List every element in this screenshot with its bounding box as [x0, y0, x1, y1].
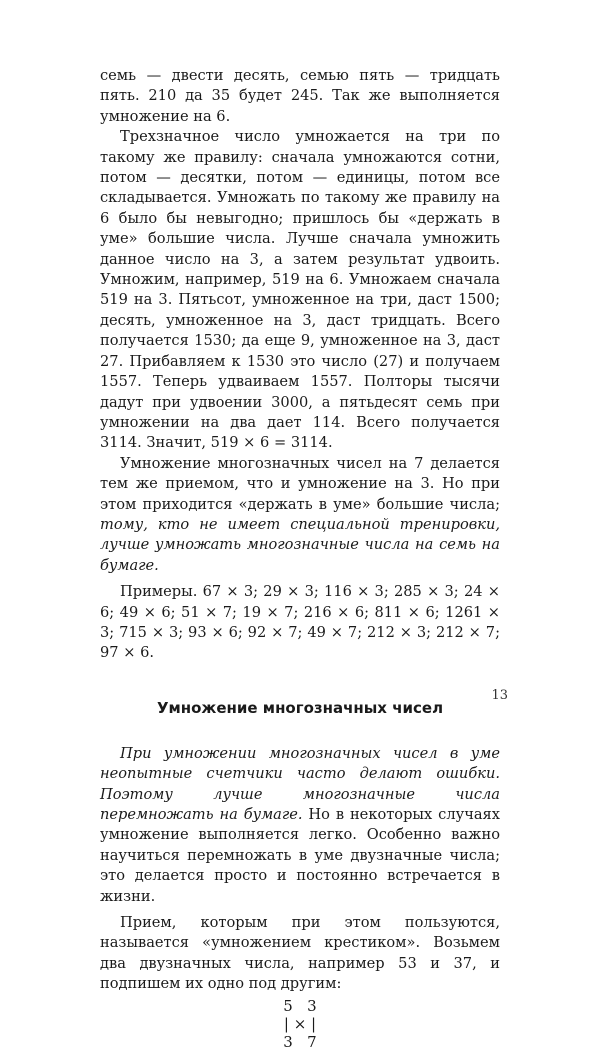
section-heading: Умножение многозначных чисел: [156, 698, 444, 717]
paragraph-intro-italic: При умножении многозначных чисел в уме неопытные счетчики часто делают ошибки. Поэтому лучше многозначные числа перемножать на бумаге.: [100, 744, 500, 823]
page-number: 13: [491, 688, 508, 703]
paragraph-multiplication-by-seven-italic: тому, кто не имеет специальной тренировки, лучше умножать многозначные числа на семь на бумаге.: [100, 515, 500, 574]
scheme-top-number: 5 3: [283, 996, 317, 1015]
text-block: [100, 66, 500, 1051]
scheme-cross-symbol: | × |: [283, 1014, 317, 1033]
paragraph-three-digit-multiplication: Трехзначное число умножается на три по такому же правилу: сначала умножаются сотни, потом — десятки, потом — единицы, потом все складывается. Умножать по такому же правилу на 6 было бы невыгодно; пришлось бы «держать в уме» большие числа. Лучше сначала умножить данное число на 3, а затем результат удвоить. Умножим, например, 519 на 6. Умножаем сначала 519 на 3. Пятьсот, умноженное на три, даст 1500; десять, умноженное на 3, даст тридцать. Всего получается 1530; да еще 9, умноженное на 3, даст 27. Прибавляем к 1530 это число (27) и получаем 1557. Теперь удваиваем 1557. Полторы тысячи дадут при удвоении 3000, а пятьдесят семь при умножении на два дает 114. Всего получается 3114. Значит, 519 × 6 = 3114.: [100, 128, 500, 452]
scheme-bottom-number: 3 7: [283, 1032, 317, 1051]
paragraph-intro-text: Но в некоторых случаях умножение выполняется легко. Особенно важно научиться перемножать в уме двузначные числа; это делается просто и постоянно встречается в жизни.: [100, 806, 500, 905]
paragraph-cross-multiplication: Прием, которым при этом пользуются, называется «умножением крестиком». Возьмем два двузначных числа, например 53 и 37, и подпишем их одно под другим:: [100, 914, 500, 993]
paragraph-continuation: семь — двести десять, семью пять — тридцать пять. 210 да 35 будет 245. Так же выполняется умножение на 6.: [100, 67, 500, 125]
paragraph-multiplication-by-seven-text: Умножение многозначных чисел на 7 делается тем же приемом, что и умножение на 3. Но при этом приходится «держать в уме» большие числа;: [100, 454, 500, 513]
paragraph-multiplication-by-seven: [100, 454, 500, 576]
paragraph-intro-multi-digit: [100, 744, 500, 907]
paragraph-examples: Примеры. 67 × 3; 29 × 3; 116 × 3; 285 × 3; 24 × 6; 49 × 6; 51 × 7; 19 × 7; 216 × 6; 811 × 6; 1261 × 3; 715 × 3; 93 × 6; 92 × 7; 49 × 7; 212 × 3; 212 × 7; 97 × 6.: [100, 583, 500, 662]
cross-multiplication-scheme: [100, 997, 500, 1051]
